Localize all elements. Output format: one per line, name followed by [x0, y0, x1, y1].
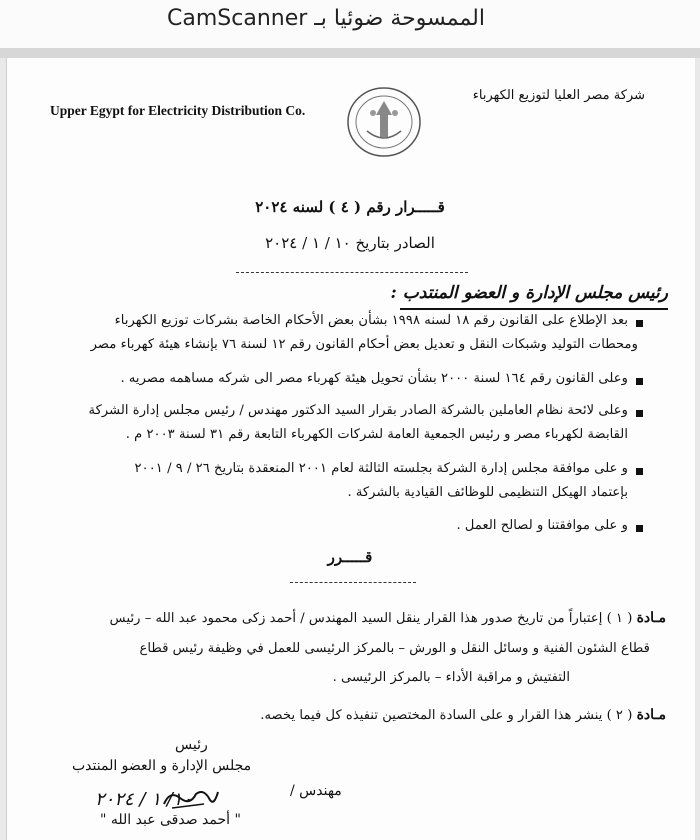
company-name-arabic: شركة مصر العليا لتوزيع الكهرباء	[472, 88, 645, 103]
article-text-line: التفتيش و مراقبة الأداء – بالمركز الرئيسى .	[332, 670, 570, 685]
preamble-line: بعد الإطلاع على القانون رقم ١٨ لسنه ١٩٩٨ بشأن بعض الأحكام الخاصة بشركات توزيع الكهرباء	[114, 313, 628, 328]
company-seal-logo	[345, 85, 423, 159]
signature-title-line1: رئيس	[175, 737, 208, 753]
article-text-line: قطاع الشئون الفنية و وسائل النقل و الورش – بالمركز الرئيسى للعمل في وظيفة رئيس قطاع	[139, 641, 650, 656]
signatory-name: " أحمد صدقى عبد الله "	[100, 812, 241, 828]
article-1-header	[110, 606, 666, 631]
decree-title: قـــــرار رقم ( ٤ ) لسنه ٢٠٢٤	[255, 198, 445, 216]
preamble-line: ومحطات التوليد وشبكات النقل و تعديل بعض أحكام القانون رقم ١٢ لسنة ٧٦ بإنشاء هيئة كهرباء مصر	[90, 337, 638, 352]
decision-heading: قـــــرر	[327, 548, 373, 566]
engineer-label: مهندس /	[290, 783, 342, 799]
article-text-line: إعتباراً من تاريخ صدور هذا القرار ينقل السيد المهندس / أحمد زكى محمود عبد الله – رئيس	[109, 611, 603, 626]
handwritten-signature	[160, 784, 220, 814]
previous-page-strip	[0, 0, 700, 48]
bullet-point	[636, 378, 643, 385]
divider-dashed	[290, 582, 416, 583]
bullet-point	[636, 320, 643, 327]
article-number: ( ٢ )	[606, 708, 633, 723]
divider-dashed	[236, 272, 468, 273]
article-2	[260, 703, 666, 728]
article-label: مـادة	[636, 707, 666, 723]
page-gap	[0, 48, 700, 58]
signature-title-line2: مجلس الإدارة و العضو المنتدب	[72, 758, 252, 774]
decree-date: الصادر بتاريخ ١٠ / ١ / ٢٠٢٤	[265, 234, 435, 252]
scan-banner-text: الممسوحة ضوئيا بـ CamScanner	[167, 6, 485, 31]
preamble-line: القابضة لكهرباء مصر و رئيس الجمعية العامة لشركات الكهرباء التابعة رقم ٣١ لسنة ٢٠٠٣ م .	[125, 427, 628, 442]
preamble-line: وعلى لائحة نظام العاملين بالشركة الصادر بقرار السيد الدكتور مهندس / رئيس مجلس إدارة الشركة	[88, 403, 628, 418]
bullet-point	[636, 410, 643, 417]
preamble-line: بإعتماد الهيكل التنظيمى للوظائف القيادية بالشركة .	[347, 485, 628, 500]
article-text: ينشر هذا القرار و على السادة المختصين تنفيذه كل فيما يخصه.	[260, 708, 603, 723]
bullet-point	[636, 525, 643, 532]
preamble-line: و على موافقتنا و لصالح العمل .	[456, 518, 628, 533]
chairman-heading: رئيس مجلس الإدارة و العضو المنتدب :	[390, 283, 668, 303]
preamble-line: وعلى القانون رقم ١٦٤ لسنة ٢٠٠٠ بشأن تحويل هيئة كهرباء مصر الى شركه مساهمه مصريه .	[120, 371, 628, 386]
company-name-english: Upper Egypt for Electricity Distribution Co.	[50, 103, 306, 118]
article-number: ( ١ )	[606, 611, 633, 626]
handwritten-date: ١٠/ ١ / ٢٠٢٤	[95, 789, 192, 810]
article-label: مـادة	[636, 610, 666, 626]
preamble-line: و على موافقة مجلس إدارة الشركة بجلسته الثالثة لعام ٢٠٠١ المنعقدة بتاريخ ٢٦ / ٩ / ٢٠٠١	[134, 461, 628, 476]
bullet-point	[636, 468, 643, 475]
